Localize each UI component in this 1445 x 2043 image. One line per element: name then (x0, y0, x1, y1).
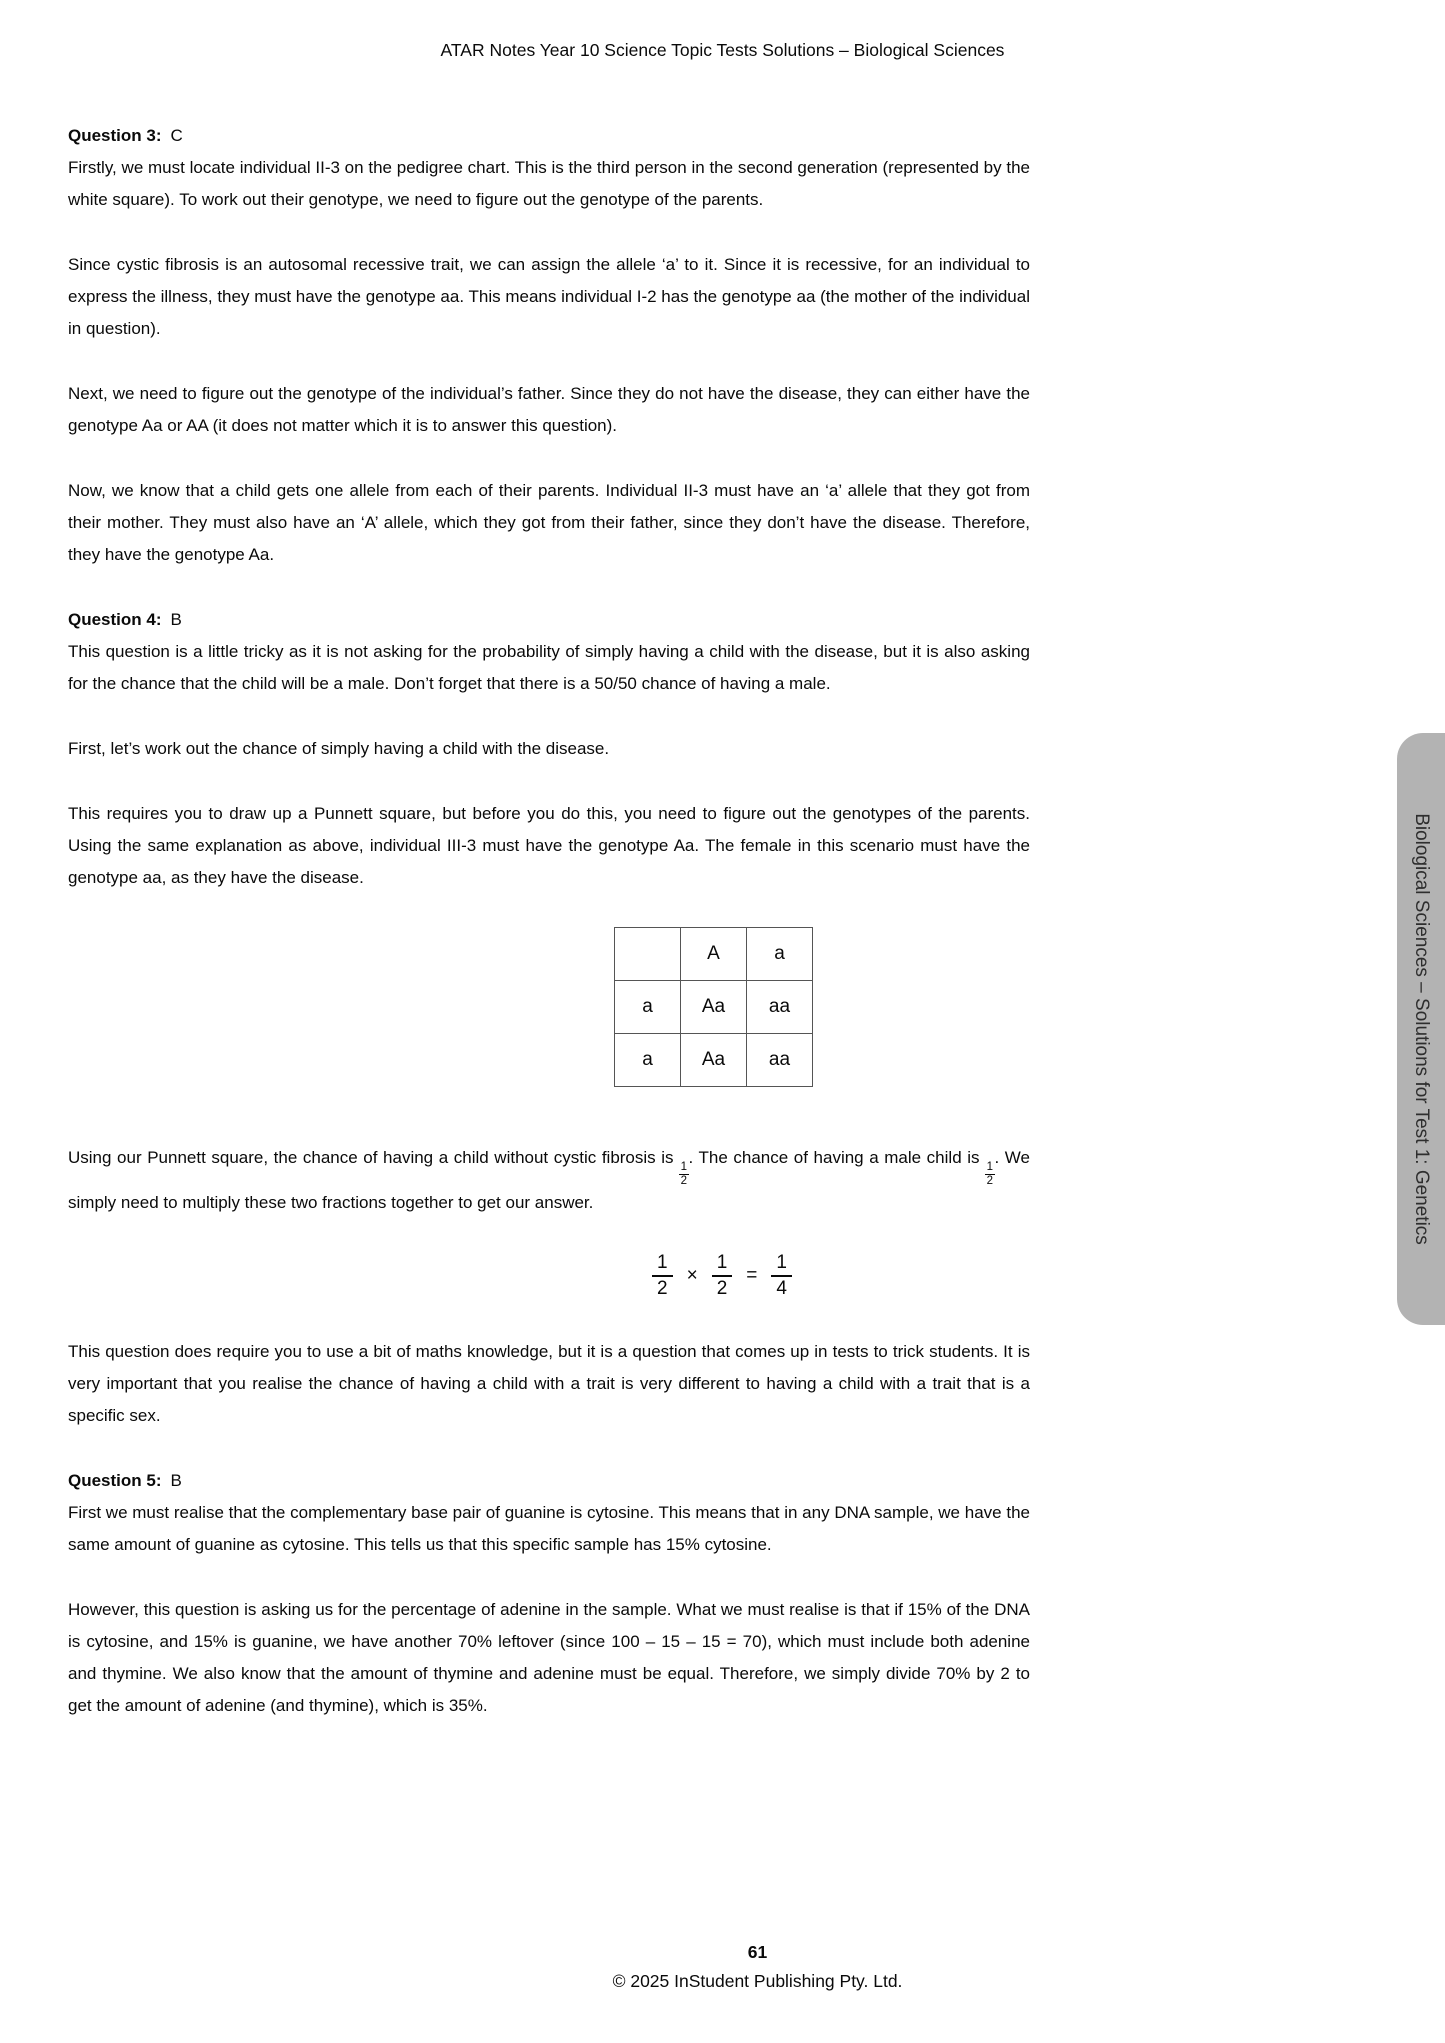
question-4-heading (68, 604, 1030, 636)
question-5-answer: B (170, 1471, 182, 1490)
punnett-cell: aa (747, 1034, 813, 1087)
question-4-answer: B (170, 610, 182, 629)
question-3-paragraph-4: Now, we know that a child gets one allele from each of their parents. Individual II-3 must have an ‘a’ allele that they got from their mother. They must also have an ‘A’ allele, which they got from their father, since they don’t have the disease. Therefore, they have the genotype Aa. (68, 481, 1030, 564)
question-4-fraction-paragraph (68, 1142, 1030, 1219)
fraction-paragraph-segment: . We simply need to multiply these two fractions together to get our answer. (68, 1148, 1030, 1212)
equation-fraction (652, 1252, 673, 1300)
question-5-paragraph-2: However, this question is asking us for the percentage of adenine in the sample. What we must realise is that if 15% of the DNA is cytosine, and 15% is guanine, we have another 70% leftover (since 100 – 15 – 15 = 70), which must include both adenine and thymine. We also know that the amount of thymine and adenine must be equal. Therefore, we simply divide 70% by 2 to get the amount of adenine (and thymine), which is 35%. (68, 1600, 1030, 1715)
punnett-row (615, 928, 813, 981)
question-5-heading (68, 1465, 1030, 1497)
punnett-row (615, 981, 813, 1034)
equation-fraction (712, 1252, 733, 1300)
question-4-paragraph-3: This requires you to draw up a Punnett square, but before you do this, you need to figure out the genotypes of the parents. Using the same explanation as above, individual III-3 must have the genotype Aa. The female in this scenario must have the genotype aa, as they have the disease. (68, 804, 1030, 887)
punnett-cell: a (615, 1034, 681, 1087)
fraction-denominator: 2 (716, 1278, 728, 1299)
equation-fraction (771, 1252, 792, 1300)
question-4-paragraph-1: This question is a little tricky as it is not asking for the probability of simply having a child with the disease, but it is also asking for the chance that the child will be a male. Don’t forget that there is a 50/50 chance of having a male. (68, 642, 1030, 693)
punnett-cell (615, 928, 681, 981)
fraction-denominator: 2 (680, 1175, 688, 1187)
page-number: 61 (747, 1942, 768, 1962)
multiply-operator: × (686, 1265, 698, 1286)
punnett-cell: a (615, 981, 681, 1034)
chapter-side-tab-label: Biological Sciences – Solutions for Test 1: Genetics (1411, 813, 1433, 1245)
chapter-side-tab (1397, 733, 1445, 1325)
question-3-paragraph-3: Next, we need to figure out the genotype of the individual’s father. Since they do not have the disease, they can either have the genotype Aa or AA (it does not matter which it is to answer this question). (68, 384, 1030, 435)
punnett-cell: Aa (681, 981, 747, 1034)
inline-fraction (985, 1161, 994, 1187)
question-3-paragraph-2: Since cystic fibrosis is an autosomal recessive trait, we can assign the allele ‘a’ to it. Since it is recessive, for an individual to express the illness, they must have the genotype aa. This means individual I-2 has the genotype aa (the mother of the individual in question). (68, 255, 1030, 338)
fraction-paragraph-segment: Using our Punnett square, the chance of having a child without cystic fibrosis is (68, 1148, 680, 1167)
question-5-paragraph-1: First we must realise that the complementary base pair of guanine is cytosine. This means that in any DNA sample, we have the same amount of guanine as cytosine. This tells us that this specific sample has 15% cytosine. (68, 1503, 1030, 1554)
fraction-numerator: 1 (771, 1252, 792, 1277)
inline-fraction (679, 1161, 688, 1187)
punnett-cell: Aa (681, 1034, 747, 1087)
page-content (68, 120, 1030, 1755)
punnett-cell: aa (747, 981, 813, 1034)
equals-sign: = (746, 1265, 758, 1286)
question-5-label: Question 5: (68, 1471, 162, 1490)
fraction-paragraph-segment: . The chance of having a male child is (688, 1148, 986, 1167)
fraction-denominator: 2 (986, 1175, 993, 1187)
question-4-paragraph-4: This question does require you to use a bit of maths knowledge, but it is a question that comes up in tests to trick students. It is very important that you realise the chance of having a child with a trait is very different to having a child with a trait that is a specific sex. (68, 1342, 1030, 1425)
page-header: ATAR Notes Year 10 Science Topic Tests Solutions – Biological Sciences (440, 40, 1005, 60)
question-3-paragraph-1: Firstly, we must locate individual II-3 on the pedigree chart. This is the third person in the second generation (represented by the white square). To work out their genotype, we need to figure out the genotype of the parents. (68, 158, 1030, 209)
fraction-denominator: 2 (657, 1278, 668, 1299)
punnett-cell: A (681, 928, 747, 981)
fraction-numerator: 1 (652, 1252, 673, 1277)
punnett-row (615, 1034, 813, 1087)
question-3-label: Question 3: (68, 126, 162, 145)
copyright-notice: © 2025 InStudent Publishing Pty. Ltd. (612, 1971, 903, 1991)
punnett-square (614, 927, 1030, 1087)
fraction-numerator: 1 (712, 1252, 733, 1277)
question-4-paragraph-2: First, let’s work out the chance of simply having a child with the disease. (68, 739, 610, 758)
question-3-heading (68, 120, 1030, 152)
probability-equation (652, 1252, 792, 1300)
fraction-numerator: 1 (680, 1161, 688, 1173)
question-3-answer: C (170, 126, 183, 145)
question-4-label: Question 4: (68, 610, 162, 629)
fraction-numerator: 1 (986, 1161, 993, 1173)
punnett-cell: a (747, 928, 813, 981)
fraction-denominator: 4 (776, 1278, 787, 1299)
